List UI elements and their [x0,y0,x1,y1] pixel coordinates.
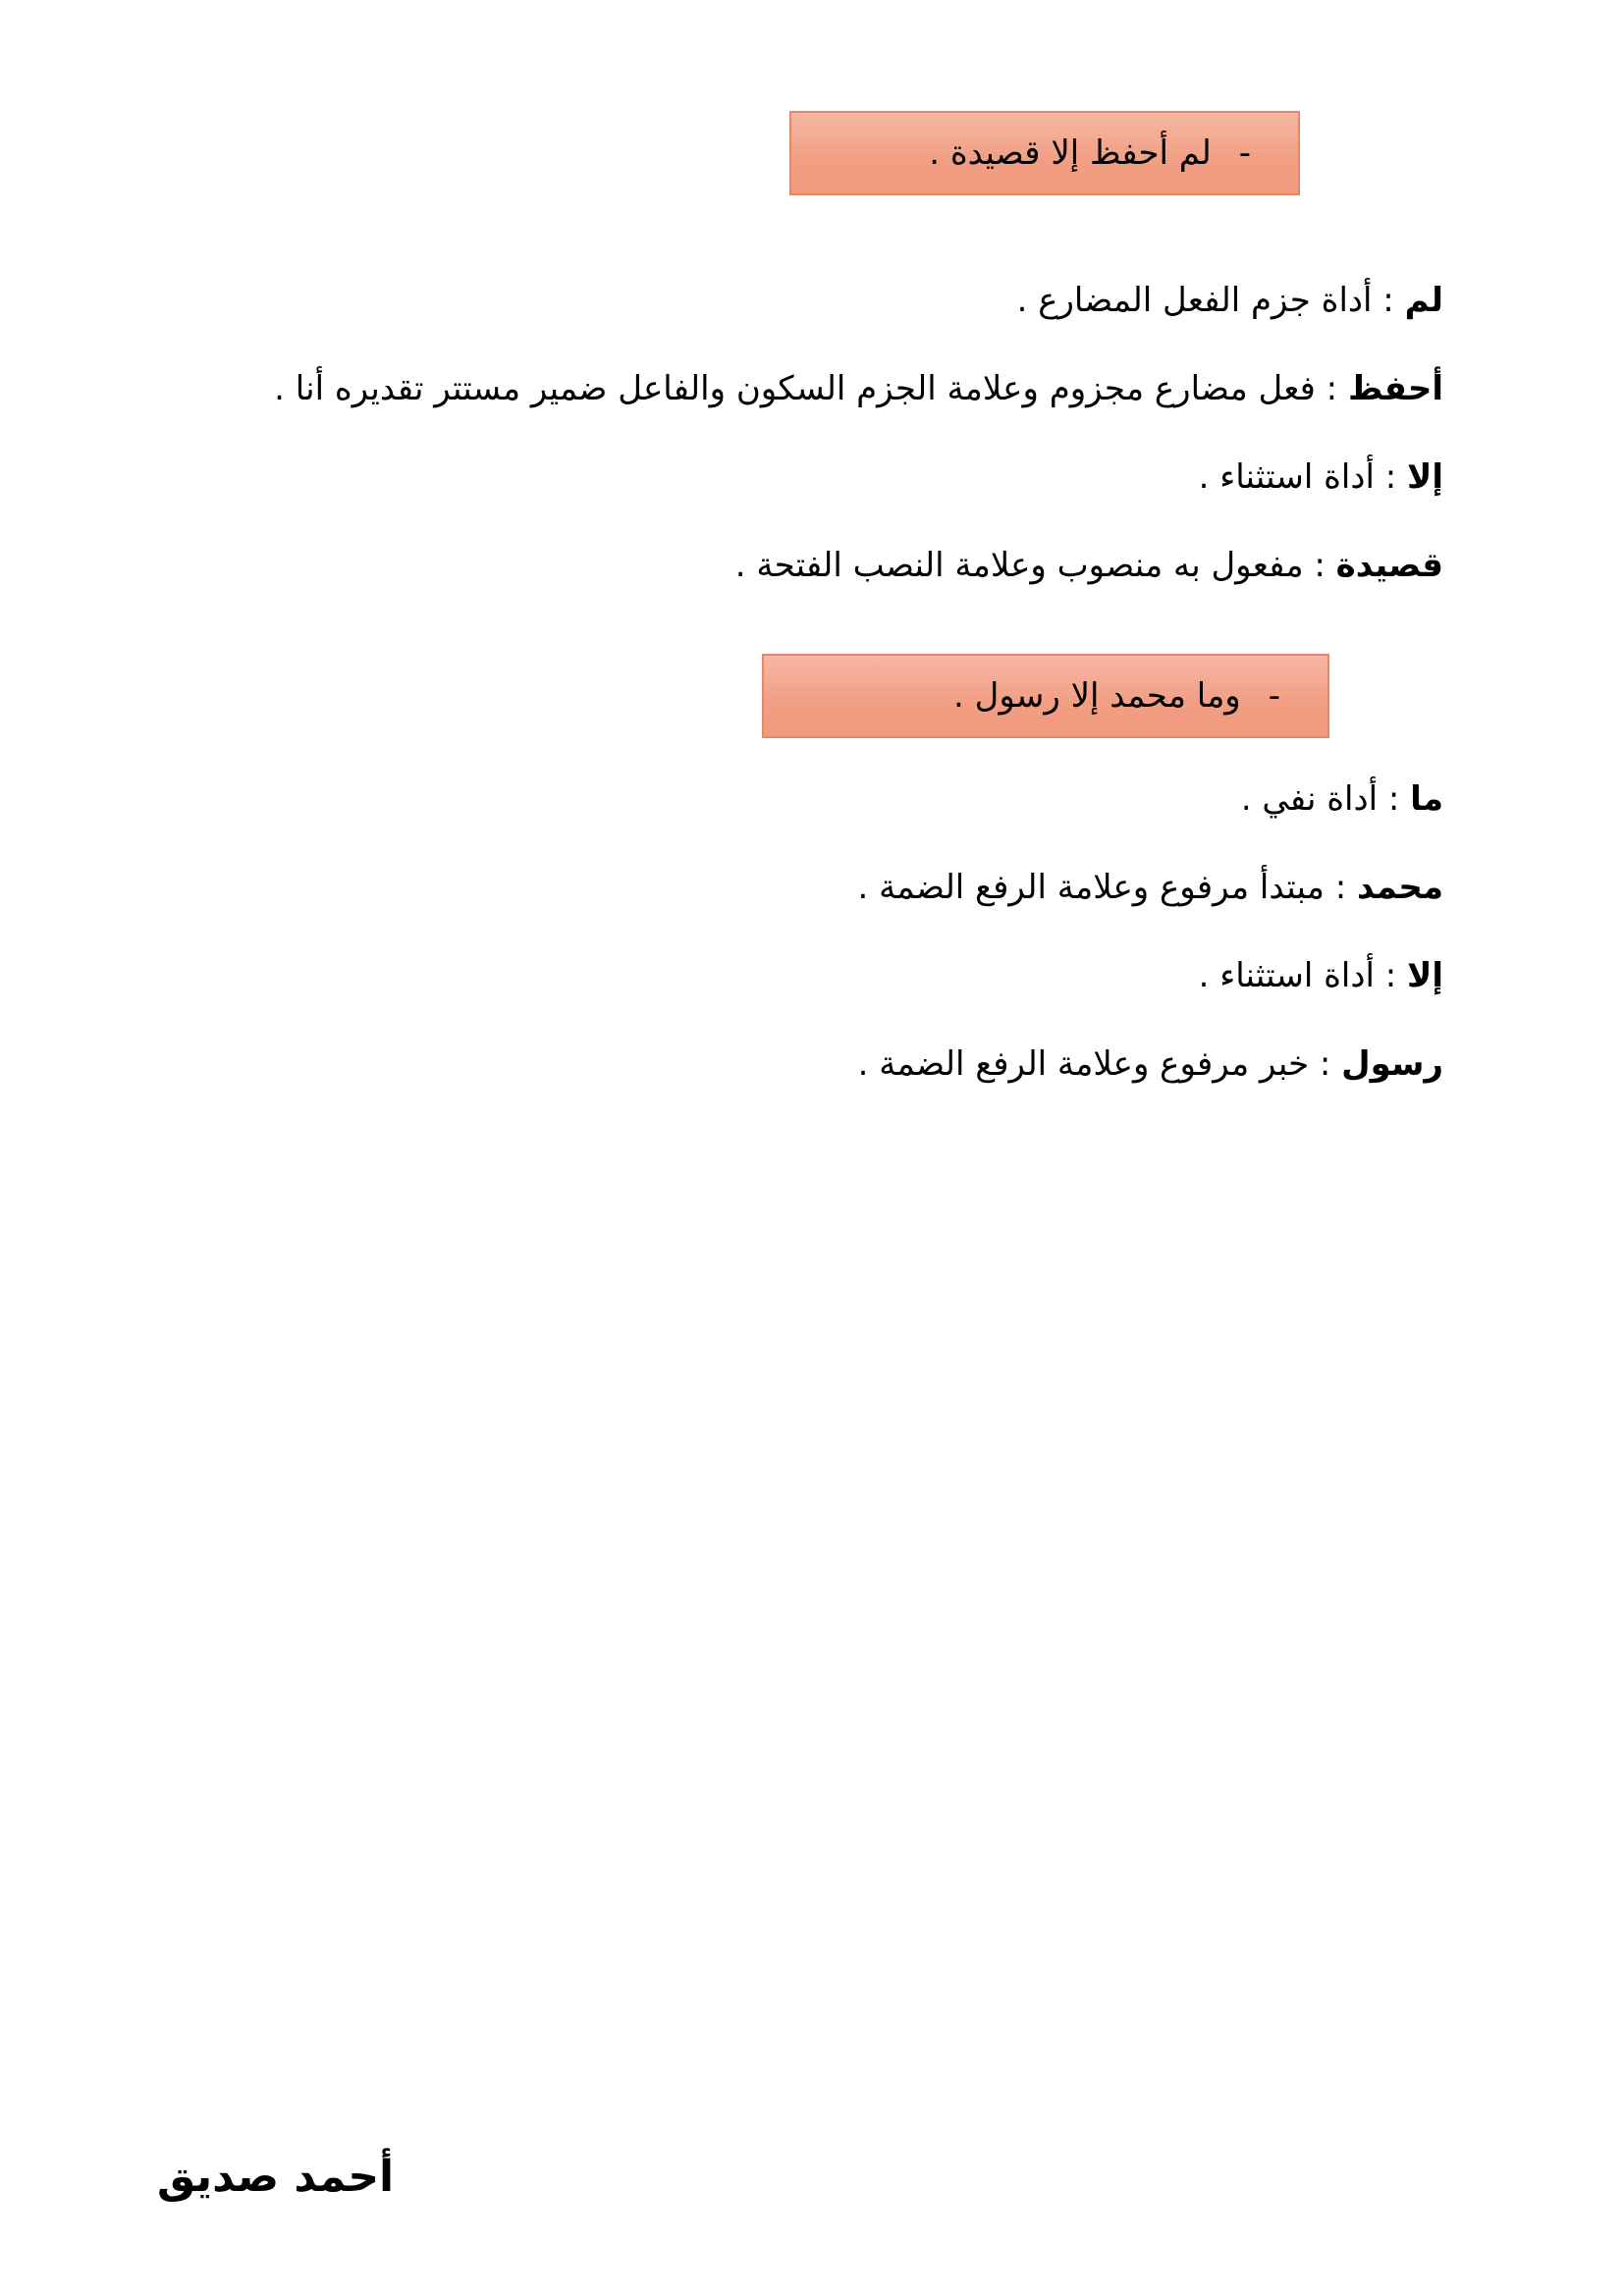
example-heading-1 [789,111,1300,195]
parse-line [857,864,1443,911]
parse-separator: : [1309,1044,1342,1084]
parse-line [1199,454,1443,501]
parse-term: ما [1410,779,1443,819]
author-signature: أحمد صديق [157,2152,395,2202]
parse-term: إلا [1407,956,1443,995]
parse-term: قصيدة [1335,546,1443,585]
heading-dash: - [1238,133,1251,173]
parse-line [1199,952,1443,999]
parse-separator: : [1378,779,1411,819]
parse-separator: : [1324,868,1357,907]
parse-text: أداة نفي . [1240,779,1379,819]
parse-text: فعل مضارع مجزوم وعلامة الجزم السكون والفاعل ضمير مستتر تقديره أنا . [274,369,1316,408]
parse-text: مفعول به منصوب وعلامة النصب الفتحة . [734,546,1304,585]
heading-text: لم أحفظ إلا قصيدة . [929,133,1212,173]
parse-line [1241,775,1443,823]
parse-term: لم [1404,281,1443,320]
parse-text: مبتدأ مرفوع وعلامة الرفع الضمة . [857,868,1325,907]
example-heading-2 [762,654,1329,738]
parse-separator: : [1374,457,1408,497]
parse-separator: : [1303,546,1336,585]
parse-separator: : [1372,281,1405,320]
parse-term: رسول [1341,1044,1443,1084]
heading-text: وما محمد إلا رسول . [953,676,1241,716]
parse-separator: : [1315,369,1348,408]
heading-dash: - [1268,676,1280,716]
parse-text: أداة استثناء . [1198,956,1375,995]
parse-term: محمد [1357,868,1443,907]
parse-text: خبر مرفوع وعلامة الرفع الضمة . [857,1044,1310,1084]
parse-line [858,1041,1443,1088]
parse-text: أداة استثناء . [1198,457,1375,497]
parse-term: إلا [1407,457,1443,497]
parse-text: أداة جزم الفعل المضارع . [1016,281,1373,320]
parse-line [1017,277,1443,324]
parse-line [735,542,1443,589]
parse-term: أحفظ [1347,369,1443,408]
parse-separator: : [1374,956,1408,995]
parse-line [274,365,1443,412]
